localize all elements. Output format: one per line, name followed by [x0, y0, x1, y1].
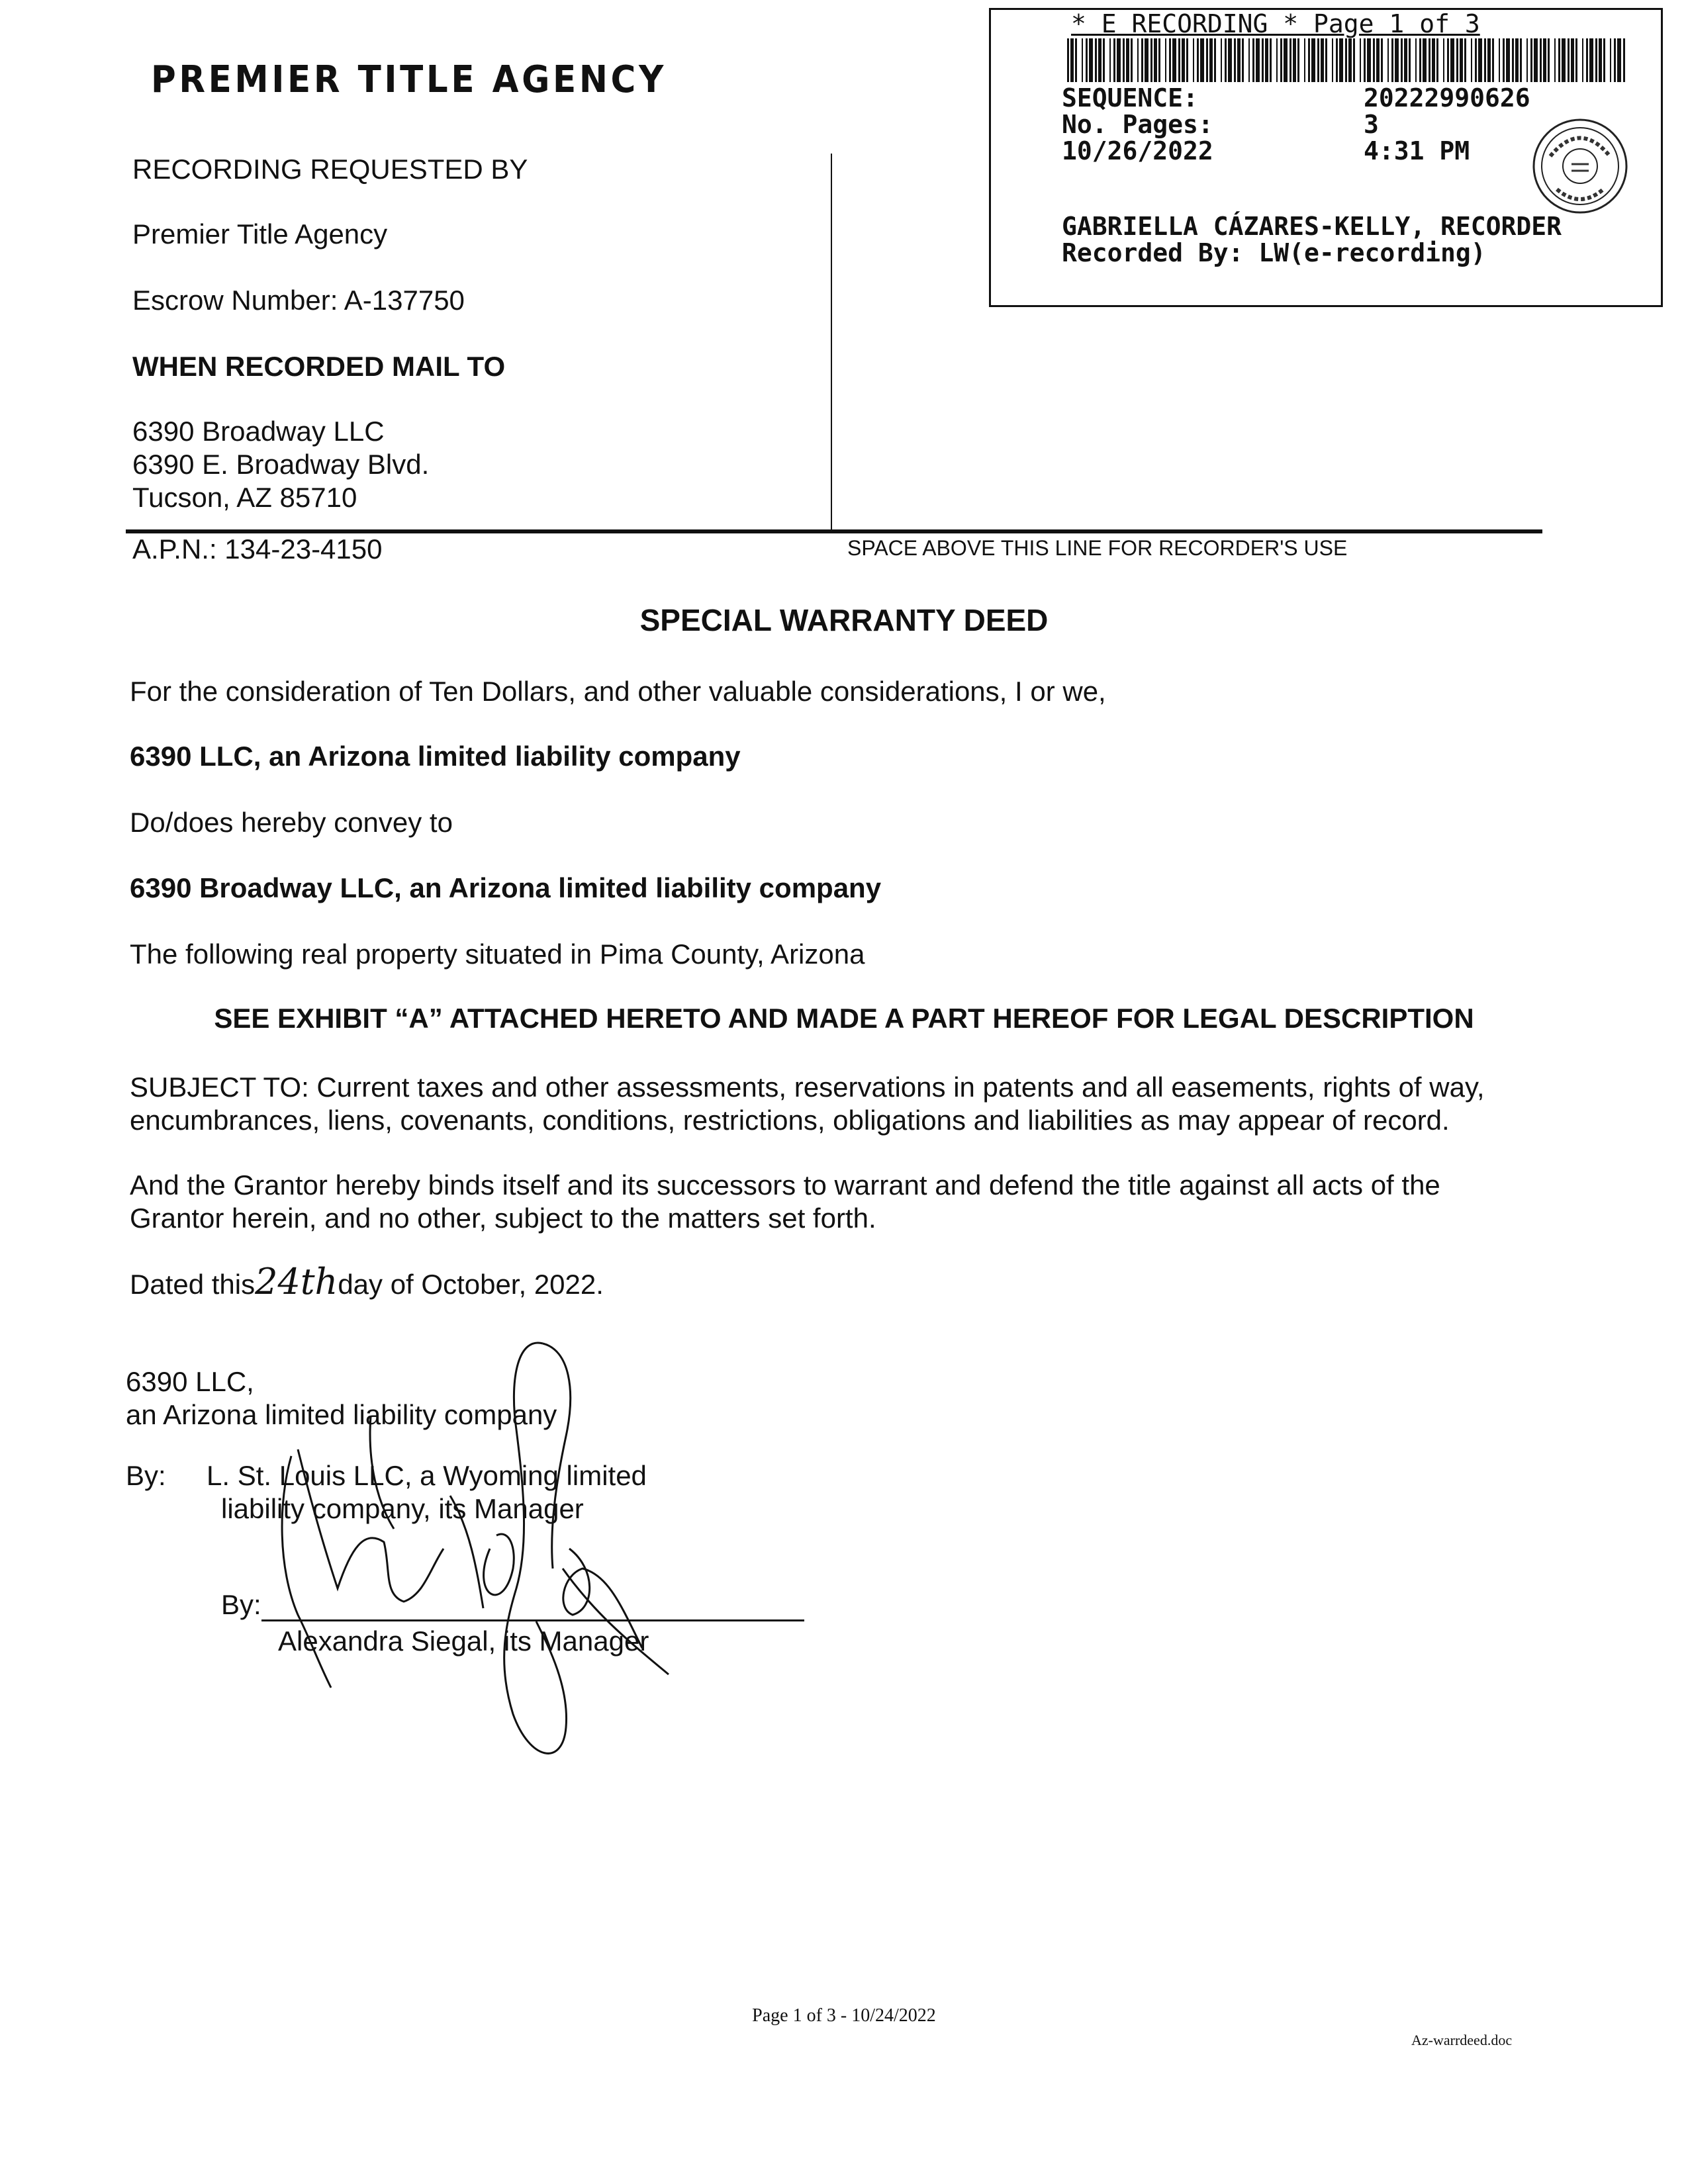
barcode-bar	[1348, 38, 1352, 82]
barcode-bar	[1145, 38, 1149, 82]
grantee: 6390 Broadway LLC, an Arizona limited liability company	[130, 872, 882, 903]
barcode-bar	[1471, 38, 1472, 82]
barcode-bar	[1270, 38, 1272, 82]
header-divider-vertical	[831, 154, 832, 531]
barcode-bar	[1447, 38, 1449, 82]
barcode-bar	[1429, 38, 1430, 82]
barcode-bar	[1603, 38, 1605, 82]
barcode-bar	[1169, 38, 1171, 82]
barcode-bar	[1571, 38, 1574, 82]
space-above-note: SPACE ABOVE THIS LINE FOR RECORDER'S USE	[847, 536, 1348, 560]
recorder-name: GABRIELLA CÁZARES-KELLY, RECORDER	[1062, 212, 1562, 241]
barcode-bar	[1209, 38, 1213, 82]
barcode-bar	[1415, 38, 1417, 82]
barcode-bar	[1534, 38, 1538, 82]
barcode-bar	[1154, 38, 1157, 82]
barcode-bar	[1123, 38, 1125, 82]
barcode-bar	[1586, 38, 1588, 82]
barcode-bar	[1293, 38, 1296, 82]
file-name: Az-warrdeed.doc	[1411, 2032, 1513, 2048]
property-text: The following real property situated in Pima County, Arizona	[130, 938, 865, 970]
recording-header: * E RECORDING * Page 1 of 3	[1071, 9, 1480, 38]
manager-entity-line: liability company, its Manager	[221, 1493, 584, 1524]
barcode-bar	[1492, 38, 1494, 82]
barcode-bar	[1395, 38, 1399, 82]
consideration-text: For the consideration of Ten Dollars, and other valuable considerations, I or we,	[130, 676, 1106, 707]
barcode-bar	[1360, 38, 1361, 82]
barcode-bar	[1530, 38, 1532, 82]
barcode-bar	[1276, 38, 1278, 82]
barcode-bar	[1089, 38, 1093, 82]
warranty-line: And the Grantor hereby binds itself and its successors to warrant and defend the title against all acts of the	[130, 1169, 1440, 1201]
barcode-bar	[1443, 38, 1444, 82]
sequence-value: 20222990626	[1364, 83, 1530, 113]
barcode-bar	[1614, 38, 1616, 82]
barcode-bar	[1113, 38, 1115, 82]
barcode-bar	[1562, 38, 1566, 82]
recording-date: 10/26/2022	[1062, 136, 1213, 165]
barcode-bar	[1297, 38, 1299, 82]
barcode-bar	[1242, 38, 1244, 82]
barcode-bar	[1506, 38, 1510, 82]
barcode-bar	[1423, 38, 1427, 82]
grantor: 6390 LLC, an Arizona limited liability company	[130, 741, 741, 772]
recording-requested-by: Premier Title Agency	[132, 218, 388, 250]
pages-label: No. Pages:	[1062, 110, 1213, 139]
manager-entity-line: L. St. Louis LLC, a Wyoming limited	[207, 1460, 647, 1491]
barcode-bar	[1141, 38, 1143, 82]
mail-to-line: 6390 Broadway LLC	[132, 416, 385, 447]
by-label: By:	[221, 1589, 261, 1620]
barcode-bar	[1182, 38, 1185, 82]
barcode-bar	[1214, 38, 1216, 82]
barcode-bar	[1082, 38, 1083, 82]
barcode-bar	[1237, 38, 1241, 82]
mail-to-line: 6390 E. Broadway Blvd.	[132, 449, 430, 480]
barcode-bar	[1075, 38, 1077, 82]
subject-to-line: SUBJECT TO: Current taxes and other assessments, reservations in patents and all easements, rights of way,	[130, 1071, 1485, 1103]
barcode-bar	[1265, 38, 1268, 82]
barcode-bar	[1617, 38, 1621, 82]
barcode-bar	[1070, 38, 1074, 82]
barcode-bar	[1178, 38, 1180, 82]
barcode-bar	[1436, 38, 1438, 82]
pages-value: 3	[1364, 110, 1379, 139]
barcode-bar	[1206, 38, 1208, 82]
barcode-bar	[1234, 38, 1236, 82]
barcode-bar	[1126, 38, 1129, 82]
sequence-label: SEQUENCE:	[1062, 83, 1198, 113]
barcode-bar	[1484, 38, 1486, 82]
barcode-bar	[1499, 38, 1500, 82]
barcode-bar	[1526, 38, 1528, 82]
barcode-bar	[1623, 38, 1625, 82]
barcode-bar	[1364, 38, 1366, 82]
barcode-bar	[1311, 38, 1315, 82]
barcode-bar	[1554, 38, 1556, 82]
barcode-bar	[1137, 38, 1139, 82]
barcode-bar	[1568, 38, 1570, 82]
handwritten-signature	[252, 1330, 688, 1780]
barcode-bar	[1304, 38, 1305, 82]
barcode-bar	[1599, 38, 1602, 82]
barcode-bar	[1284, 38, 1288, 82]
barcode-bar	[1117, 38, 1121, 82]
escrow-number: Escrow Number: A-137750	[132, 285, 465, 316]
barcode-bar	[1456, 38, 1458, 82]
barcode-bar	[1367, 38, 1371, 82]
convey-text: Do/does hereby convey to	[130, 807, 453, 838]
barcode-bar	[1404, 38, 1407, 82]
barcode-bar	[1225, 38, 1227, 82]
barcode-bar	[1248, 38, 1250, 82]
barcode-bar	[1515, 38, 1519, 82]
barcode-bar	[1172, 38, 1176, 82]
barcode-bar	[1098, 38, 1102, 82]
barcode-bar	[1289, 38, 1291, 82]
apn: A.P.N.: 134-23-4150	[132, 533, 383, 565]
barcode-bar	[1339, 38, 1343, 82]
by-label: By:	[126, 1460, 166, 1491]
exhibit-reference: SEE EXHIBIT “A” ATTACHED HERETO AND MADE A PART HEREOF FOR LEGAL DESCRIPTION	[214, 1003, 1474, 1034]
barcode-bar	[1595, 38, 1597, 82]
barcode-bar	[1460, 38, 1463, 82]
barcode-bar	[1401, 38, 1403, 82]
barcode-bar	[1387, 38, 1389, 82]
barcode-bar	[1381, 38, 1383, 82]
barcode-bar	[1548, 38, 1550, 82]
barcode-bar	[1419, 38, 1421, 82]
barcode-bar	[1520, 38, 1522, 82]
barcode-bar	[1512, 38, 1514, 82]
barcode-bar	[1450, 38, 1454, 82]
barcode-bar	[1540, 38, 1542, 82]
barcode-bar	[1336, 38, 1338, 82]
barcode-bar	[1487, 38, 1491, 82]
barcode-bar	[1582, 38, 1583, 82]
barcode-bar	[1186, 38, 1188, 82]
barcode-bar	[1478, 38, 1482, 82]
barcode-bar	[1503, 38, 1505, 82]
barcode-icon	[1067, 38, 1626, 82]
mail-to-label: WHEN RECORDED MAIL TO	[132, 351, 506, 382]
barcode-bar	[1332, 38, 1333, 82]
barcode-bar	[1103, 38, 1105, 82]
barcode-bar	[1280, 38, 1282, 82]
barcode-bar	[1464, 38, 1466, 82]
barcode-bar	[1558, 38, 1560, 82]
dated-day-handwritten: 24th	[255, 1261, 338, 1302]
barcode-bar	[1252, 38, 1254, 82]
agency-logo: PREMIER TITLE AGENCY	[151, 58, 667, 101]
barcode-bar	[1373, 38, 1375, 82]
barcode-bar	[1345, 38, 1347, 82]
recording-requested-by-label: RECORDING REQUESTED BY	[132, 154, 528, 185]
barcode-bar	[1610, 38, 1611, 82]
barcode-bar	[1158, 38, 1160, 82]
barcode-bar	[1150, 38, 1152, 82]
barcode-bar	[1221, 38, 1222, 82]
mail-to-line: Tucson, AZ 85710	[132, 482, 357, 513]
barcode-bar	[1095, 38, 1097, 82]
subject-to-line: encumbrances, liens, covenants, conditions, restrictions, obligations and liabilities as may appear of record.	[130, 1105, 1450, 1136]
barcode-bar	[1409, 38, 1411, 82]
recording-time: 4:31 PM	[1364, 136, 1470, 165]
barcode-bar	[1317, 38, 1319, 82]
dated-line	[130, 1261, 604, 1302]
entity-type: an Arizona limited liability company	[126, 1399, 557, 1430]
barcode-bar	[1391, 38, 1393, 82]
barcode-bar	[1262, 38, 1264, 82]
entity-name: 6390 LLC,	[126, 1366, 254, 1397]
barcode-bar	[1575, 38, 1577, 82]
barcode-bar	[1228, 38, 1232, 82]
barcode-bar	[1067, 38, 1069, 82]
barcode-bar	[1197, 38, 1199, 82]
barcode-bar	[1165, 38, 1166, 82]
barcode-bar	[1131, 38, 1133, 82]
barcode-bar	[1321, 38, 1324, 82]
recorded-by: Recorded By: LW(e-recording)	[1062, 238, 1486, 267]
barcode-bar	[1193, 38, 1194, 82]
barcode-bar	[1325, 38, 1327, 82]
dated-prefix: Dated this	[130, 1269, 256, 1300]
barcode-bar	[1376, 38, 1380, 82]
barcode-bar	[1308, 38, 1310, 82]
dated-suffix: day of October, 2022.	[338, 1269, 604, 1300]
barcode-bar	[1432, 38, 1435, 82]
document-title: SPECIAL WARRANTY DEED	[639, 603, 1049, 637]
barcode-bar	[1256, 38, 1260, 82]
barcode-bar	[1353, 38, 1355, 82]
barcode-bar	[1589, 38, 1593, 82]
county-recorder-seal-icon	[1530, 116, 1630, 216]
barcode-bar	[1109, 38, 1111, 82]
barcode-bar	[1200, 38, 1204, 82]
barcode-bar	[1543, 38, 1546, 82]
barcode-bar	[1475, 38, 1477, 82]
signer-name: Alexandra Siegal, its Manager	[278, 1625, 649, 1657]
warranty-line: Grantor herein, and no other, subject to the matters set forth.	[130, 1203, 876, 1234]
barcode-bar	[1086, 38, 1088, 82]
page-footer: Page 1 of 3 - 10/24/2022	[752, 2005, 936, 2026]
